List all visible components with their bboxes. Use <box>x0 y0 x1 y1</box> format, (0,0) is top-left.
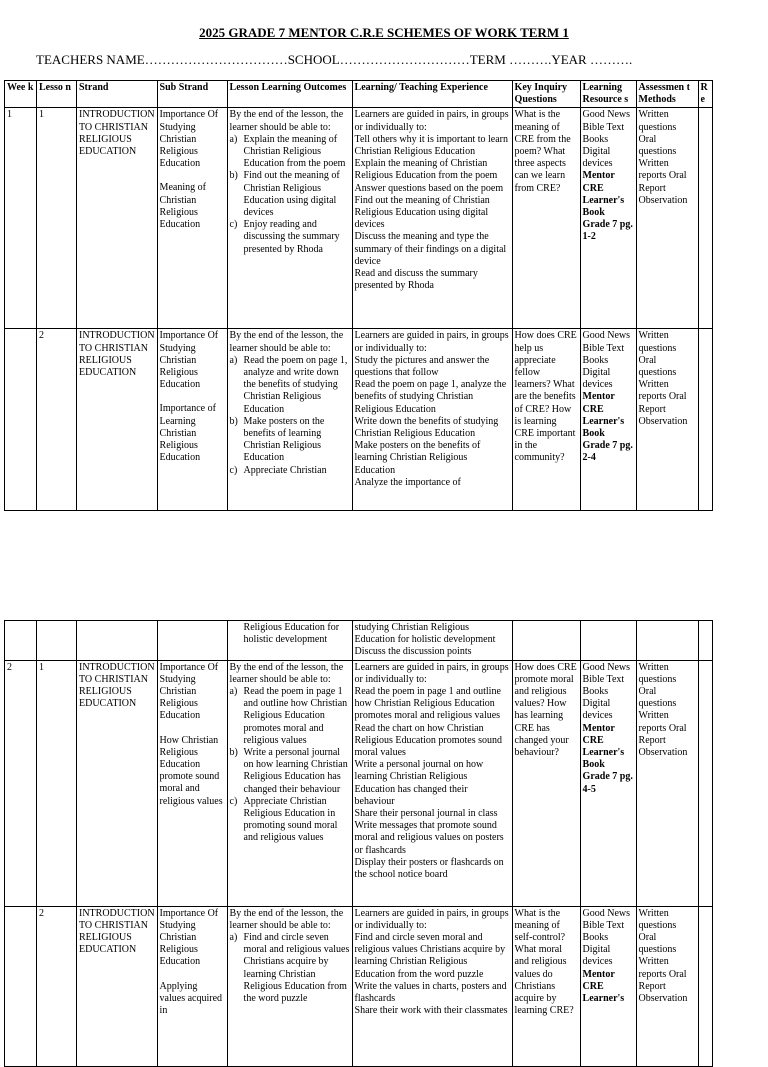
experience-cell <box>352 906 512 1066</box>
sub-strand-topic: Meaning of Christian Religious Education <box>159 182 206 231</box>
document-title: 2025 GRADE 7 MENTOR C.R.E SCHEMES OF WORK TERM 1 <box>199 25 569 40</box>
experience-item: Tell others why it is important to learn Christian Religious Education <box>354 133 508 158</box>
experience-item: Share their work with their classmates <box>354 1005 508 1017</box>
sub-strand-title: Importance Of Studying Christian Religious Education <box>159 330 219 391</box>
experience-item: studying Christian Religious Education for holistic development <box>354 622 496 646</box>
table-row <box>5 660 713 906</box>
outcome-item: Find out the meaning of Christian Religious Education using digital devices <box>243 170 340 219</box>
assessment-cell: Written questions Oral questions Written reports Oral Report Observation <box>636 660 698 906</box>
header-lesson: Lesso n <box>37 81 77 108</box>
assessment-cell: Written questions Oral questions Written reports Oral Report Observation <box>636 329 698 511</box>
experience-item: Read the poem on page 1, analyze the benefits of studying Christian Religious Education <box>354 379 507 415</box>
table-row-continuation <box>5 621 713 661</box>
experience-item: Share their personal journal in class <box>354 808 498 820</box>
remarks-cell <box>698 108 712 329</box>
experience-item: Learners are guided in pairs, in groups or individually to: <box>354 330 509 354</box>
experience-item: Learners are guided in pairs, in groups or individually to: <box>354 109 509 133</box>
outcome-item: Make posters on the benefits of learning Christian Religious Education <box>243 415 325 464</box>
outcome-item: Explain the meaning of Christian Religious Education from the poem <box>243 133 346 170</box>
outcome-item: Write a personal journal on how learning Christian Religious Education has changed their behaviour <box>243 747 348 795</box>
experience-cell <box>352 329 512 511</box>
strand-cell: INTRODUCTION TO CHRISTIAN RELIGIOUS EDUCATION <box>77 906 158 1066</box>
experience-item: Learners are guided in pairs, in groups or individually to: <box>354 907 509 931</box>
experience-cell <box>352 621 512 661</box>
experience-item: Find out the meaning of Christian Religious Education using digital devices <box>354 194 490 231</box>
outcome-item: Enjoy reading and discussing the summary presented by Rhoda <box>243 219 340 255</box>
resources-cell <box>580 660 636 906</box>
sub-strand-cell <box>157 906 227 1066</box>
resources-textbook: Mentor CRE Learner's Book Grade 7 pg. 1-2 <box>582 170 633 243</box>
experience-cell <box>352 108 512 329</box>
outcomes-cell <box>227 621 352 661</box>
questions-cell: What is the meaning of CRE from the poem? What three aspects can we learn from CRE? <box>512 108 580 329</box>
teacher-details-line: TEACHERS NAME……………………………SCHOOL…………………………TERM ……….YEAR ………. <box>36 52 633 67</box>
week-cell <box>5 621 37 661</box>
experience-item: Make posters on the benefits of learning Christian Religious Education <box>354 440 481 476</box>
outcome-continuation: Religious Education for holistic development <box>243 622 340 646</box>
resources-cell <box>580 906 636 1066</box>
sub-strand-title: Importance Of Studying Christian Religious Education <box>159 661 219 722</box>
outcome-item: Find and circle seven moral and religious values Christians acquire by learning Christian Religious Education from the word puzzle <box>243 932 350 1005</box>
outcome-item: Read the poem on page 1, analyze and write down the benefits of studying Christian Religious Education <box>243 354 348 415</box>
experience-item: Display their posters or flashcards on the school notice board <box>354 856 504 881</box>
questions-cell: How does CRE promote moral and religious values? How has learning CRE has changed your behaviour? <box>512 660 580 906</box>
resources-textbook: Mentor CRE Learner's <box>582 968 625 1005</box>
resources-list: Good News Bible Text Books Digital devices <box>582 330 631 391</box>
week-cell <box>5 906 37 1066</box>
sub-strand-cell <box>157 108 227 329</box>
week-cell: 2 <box>5 660 37 906</box>
resources-cell <box>580 621 636 661</box>
experience-item: Write messages that promote sound moral and religious values on posters or flashcards <box>354 820 504 856</box>
resources-list: Good News Bible Text Books Digital devices <box>582 907 631 968</box>
header-experience: Learning/ Teaching Experience <box>352 81 512 108</box>
experience-item: Write down the benefits of studying Christian Religious Education <box>354 415 499 440</box>
sub-strand-topic: Applying values acquired in <box>159 980 223 1017</box>
resources-list: Good News Bible Text Books Digital devices <box>582 661 631 722</box>
lesson-cell: 2 <box>37 329 77 511</box>
assessment-cell: Written questions Oral questions Written reports Oral Report Observation <box>636 108 698 329</box>
header-week: Wee k <box>5 81 37 108</box>
outcomes-cell <box>227 329 352 511</box>
lesson-cell: 2 <box>37 906 77 1066</box>
outcomes-cell <box>227 108 352 329</box>
experience-item: Study the pictures and answer the questions that follow <box>354 354 490 379</box>
assessment-cell <box>636 621 698 661</box>
outcomes-intro: By the end of the lesson, the learner should be able to: <box>229 907 344 931</box>
header-assessment: Assessmen t Methods <box>636 81 698 108</box>
resources-textbook: Mentor CRE Learner's Book Grade 7 pg. 4-5 <box>582 722 633 795</box>
sub-strand-topic: Importance of Learning Christian Religious Education <box>159 403 216 464</box>
experience-item: Write the values in charts, posters and flashcards <box>354 980 507 1005</box>
remarks-cell <box>698 621 712 661</box>
strand-cell <box>77 621 158 661</box>
outcome-item: Appreciate Christian <box>243 464 327 476</box>
experience-item: Learners are guided in pairs, in groups or individually to: <box>354 661 509 685</box>
experience-item: Read the chart on how Christian Religious Education promotes sound moral values <box>354 722 503 759</box>
sub-strand-cell <box>157 660 227 906</box>
outcomes-intro: By the end of the lesson, the learner should be able to: <box>229 661 344 685</box>
assessment-cell: Written questions Oral questions Written reports Oral Report Observation <box>636 906 698 1066</box>
experience-cell <box>352 660 512 906</box>
table-row <box>5 108 713 329</box>
resources-textbook: Mentor CRE Learner's Book Grade 7 pg. 2-4 <box>582 391 633 464</box>
questions-cell: How does CRE help us appreciate fellow learners? What are the benefits of CRE? How is learning CRE important in the community? <box>512 329 580 511</box>
remarks-cell <box>698 660 712 906</box>
experience-item: Discuss the discussion points <box>354 646 472 658</box>
experience-item: Discuss the meaning and type the summary of their findings on a digital device <box>354 231 507 267</box>
experience-item: Explain the meaning of Christian Religious Education from the poem <box>354 158 498 182</box>
header-resources: Learning Resource s <box>580 81 636 108</box>
outcomes-intro: By the end of the lesson, the learner should be able to: <box>229 109 344 133</box>
remarks-cell <box>698 329 712 511</box>
header-row <box>5 81 713 108</box>
questions-cell <box>512 621 580 661</box>
header-questions: Key Inquiry Questions <box>512 81 580 108</box>
resources-cell <box>580 108 636 329</box>
week-cell <box>5 329 37 511</box>
table-row <box>5 329 713 511</box>
experience-item: Find and circle seven moral and religious values Christians acquire by learning Christian Religious Education from the word puzzle <box>354 932 506 980</box>
experience-item: Write a personal journal on how learning Christian Religious Education has changed their behaviour <box>354 759 484 807</box>
outcome-item: Read the poem in page 1 and outline how Christian Religious Education promotes moral and religious values <box>243 686 348 746</box>
sub-strand-title: Importance Of Studying Christian Religious Education <box>159 109 219 170</box>
table-row <box>5 906 713 1066</box>
lesson-cell <box>37 621 77 661</box>
remarks-cell <box>698 906 712 1066</box>
resources-cell <box>580 329 636 511</box>
header-remarks: R e <box>698 81 712 108</box>
schemes-table-page-2 <box>4 620 713 1067</box>
schemes-table-page-1 <box>4 80 713 511</box>
outcomes-intro: By the end of the lesson, the learner should be able to: <box>229 330 344 354</box>
header-outcomes: Lesson Learning Outcomes <box>227 81 352 108</box>
experience-item: Analyze the importance of <box>354 476 461 488</box>
sub-strand-topic: How Christian Religious Education promote sound moral and religious values <box>159 734 223 807</box>
experience-item: Read the poem in page 1 and outline how Christian Religious Education promotes moral and religious values <box>354 686 501 722</box>
sub-strand-cell <box>157 329 227 511</box>
experience-item: Answer questions based on the poem <box>354 182 504 194</box>
sub-strand-title: Importance Of Studying Christian Religious Education <box>159 907 219 968</box>
header-sub-strand: Sub Strand <box>157 81 227 108</box>
outcomes-cell <box>227 660 352 906</box>
strand-cell: INTRODUCTION TO CHRISTIAN RELIGIOUS EDUCATION <box>77 108 158 329</box>
strand-cell: INTRODUCTION TO CHRISTIAN RELIGIOUS EDUCATION <box>77 329 158 511</box>
header-strand: Strand <box>77 81 158 108</box>
experience-item: Read and discuss the summary presented by Rhoda <box>354 268 478 292</box>
outcome-item: Appreciate Christian Religious Education in promoting sound moral and religious values <box>243 795 338 844</box>
sub-strand-cell <box>157 621 227 661</box>
questions-cell: What is the meaning of self-control? What moral and religious values do Christians acquire by learning CRE? <box>512 906 580 1066</box>
lesson-cell: 1 <box>37 108 77 329</box>
strand-cell: INTRODUCTION TO CHRISTIAN RELIGIOUS EDUCATION <box>77 660 158 906</box>
week-cell: 1 <box>5 108 37 329</box>
resources-list: Good News Bible Text Books Digital devices <box>582 109 631 170</box>
lesson-cell: 1 <box>37 660 77 906</box>
outcomes-cell <box>227 906 352 1066</box>
